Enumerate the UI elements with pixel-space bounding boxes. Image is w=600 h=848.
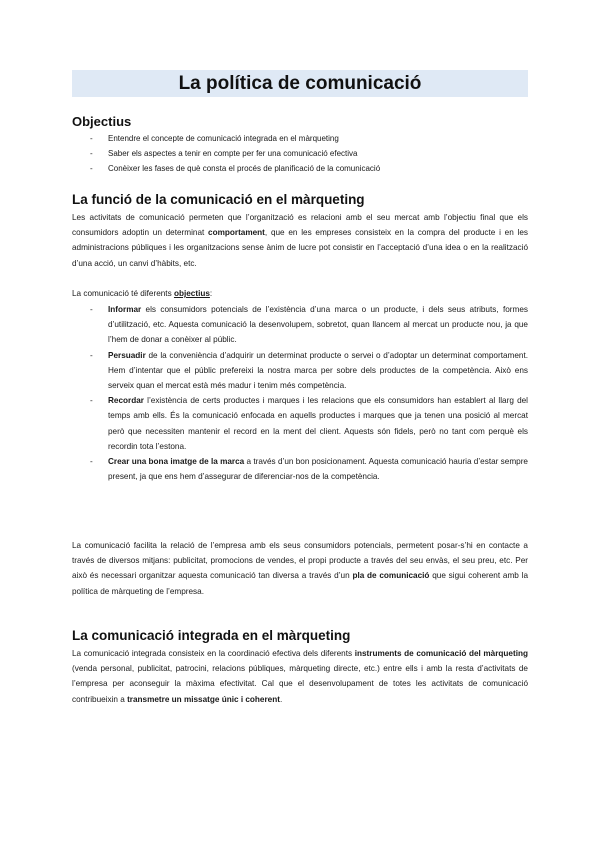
objectius-list [90,131,380,176]
text-span: , que en les empreses consisteix en la compra del producte i en les administracions públiques i les organitzacions sense ànim de lucre pot consistir en l’acceptació d’una idea o en la realització d’una acció, un canvi d’hàbits, etc. [72,228,528,268]
bold-span: Recordar [108,396,144,406]
text-span: els consumidors potencials de l’existència d’una marca o un producte, i dels seus atributs, formes d’utilització, etc. Aquesta comunicació la desenvolupem, sobretot, quan llancem al mercat un producte nou, ja que l’hem de donar a conèixer al públic. [108,305,528,345]
text-span: . [279,694,283,704]
text-span: La comunicació té diferents [72,289,174,298]
integrada-heading: La comunicació integrada en el màrqueting [72,628,351,643]
page-title: La política de comunicació [178,73,422,94]
integrada-paragraph [72,646,528,707]
funcio-intro-paragraph [72,210,528,271]
bold-span: Informar [108,305,142,314]
title-bar [72,70,528,97]
text-span: La comunicació integrada consisteix en la coordinació efectiva dels diferents [72,649,355,658]
objectius-lead [72,286,528,301]
underlined-word: objectius [173,289,210,298]
bold-span: Persuadir [108,350,146,360]
funcio-paragraph-2 [72,538,528,599]
bold-span: comportament [208,228,265,238]
list-item [90,348,528,394]
bold-span: Crear una bona imatge de la marca [108,457,245,467]
text-span: Les activitats de comunicació permeten que l’organització es relacioni amb el seu mercat amb l’objectiu final que els consumidors adoptin un determinat [72,213,528,238]
text-span: que sigui coherent amb la política de màrqueting de l’empresa. [72,571,528,596]
bold-span: instruments de comunicació del màrqueting [354,649,528,658]
list-item [90,393,528,454]
funcio-objectius-list [90,302,528,484]
funcio-heading: La funció de la comunicació en el màrqueting [72,192,365,207]
text-span: (venda personal, publicitat, patrocini, relacions públiques, màrqueting directe, etc.) entre ells i amb la resta d’activitats de l’empresa per aconseguir la màxima efectivitat. Cal que el desenvolupament de totes les activitats de comunicació contribueixin a [72,664,528,704]
list-item [90,454,528,484]
text-span: a través d’un bon posicionament. Aquesta comunicació hauria d’estar sempre present, ja que ens hem d’assegurar de diferenciar-nos de la competència. [108,457,528,482]
text-span: La comunicació facilita la relació de l’empresa amb els seus consumidors potencials, permetent posar-s’hi en contacte a través de diversos mitjans: publicitat, promocions de vendes, el propi producte a través del seu envàs, el seu preu, etc. Per això és necessari organitzar aquesta comunicació tan diversa a través d’un [72,541,528,581]
list-item: - Conèixer les fases de què consta el procés de planificació de la comunicació [90,161,380,176]
list-item [90,302,528,348]
list-item: - Saber els aspectes a tenir en compte per fer una comunicació efectiva [90,146,380,161]
objectius-heading: Objectius [72,114,132,129]
text-span: de la conveniència d’adquirir un determinat producte o servei o d’adoptar un determinat comportament. Hem d’intentar que el públic prefereixi la nostra marca per sobre dels productes de la competència. Això ens serveix quan el mercat està més madur i tenim més competència. [108,350,528,391]
bold-span: pla de comunicació [352,571,430,581]
list-item: - Entendre el concepte de comunicació integrada en el màrqueting [90,131,380,146]
text-span: : [209,289,213,298]
bold-span: transmetre un missatge únic i coherent [127,694,280,704]
text-span: l’existència de certs productes i marques i les relacions que els consumidors han establert al llarg del temps amb ells. És la comunicació enfocada en aquells productes i marques que ja tenen una posició al mercat però que necessiten mantenir el record en la ment del client. Aquests són fidels, però no tant com perquè els recordin tota l’estona. [108,396,528,451]
